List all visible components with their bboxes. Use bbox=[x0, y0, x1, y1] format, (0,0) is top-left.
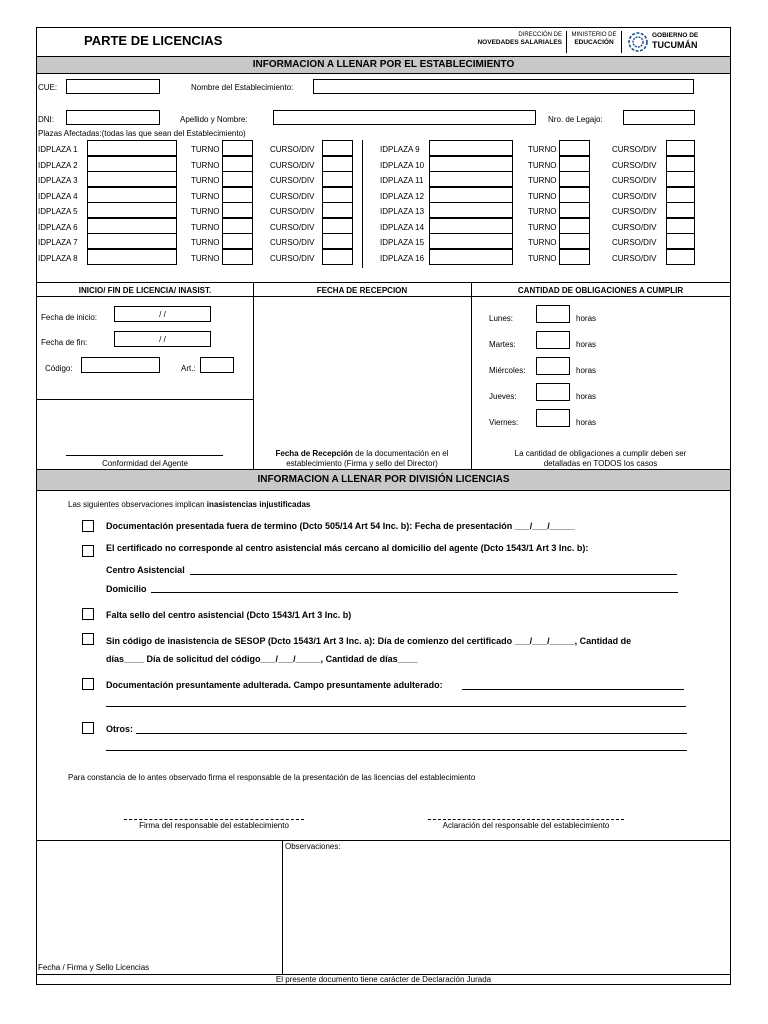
turno-label: TURNO bbox=[528, 223, 557, 232]
turno-field[interactable] bbox=[559, 140, 590, 156]
logo-gobierno bbox=[652, 31, 698, 50]
logo-gobierno-line2: TUCUMÁN bbox=[652, 40, 698, 50]
plaza-label-right: IDPLAZA 16 bbox=[380, 254, 425, 263]
logo-ministerio-line1: MINISTERIO DE bbox=[571, 32, 617, 38]
turno-label: TURNO bbox=[191, 254, 220, 263]
firma-responsable-label: Firma del responsable del establecimiento bbox=[139, 821, 289, 830]
turno-label: TURNO bbox=[528, 207, 557, 216]
plaza-label-left: IDPLAZA 8 bbox=[38, 254, 78, 263]
logo-ministerio-line2: EDUCACIÓN bbox=[574, 39, 614, 46]
turno-field[interactable] bbox=[559, 218, 590, 234]
curso-field[interactable] bbox=[666, 156, 695, 172]
turno-field[interactable] bbox=[559, 233, 590, 249]
turno-label: TURNO bbox=[528, 238, 557, 247]
turno-label: TURNO bbox=[191, 145, 220, 154]
curso-label: CURSO/DIV bbox=[270, 254, 315, 263]
plaza-label-right: IDPLAZA 9 bbox=[380, 145, 420, 154]
recepcion-note-bold: Fecha de Recepción bbox=[275, 449, 353, 458]
curso-field[interactable] bbox=[322, 140, 353, 156]
turno-label: TURNO bbox=[191, 207, 220, 216]
logo-divider-2 bbox=[621, 31, 622, 53]
curso-field[interactable] bbox=[322, 202, 353, 218]
turno-field[interactable] bbox=[222, 156, 253, 172]
horas-field[interactable] bbox=[536, 409, 570, 427]
horas-label: horas bbox=[576, 340, 597, 349]
curso-label: CURSO/DIV bbox=[270, 223, 315, 232]
section-establecimiento-header: INFORMACION A LLENAR POR EL ESTABLECIMIENTO bbox=[37, 56, 730, 74]
obs-falta-sello: Falta sello del centro asistencial (Dcto 1543/1 Art 3 Inc. b) bbox=[106, 610, 352, 620]
curso-field[interactable] bbox=[666, 187, 695, 203]
recepcion-note bbox=[253, 449, 471, 459]
plaza-id-field[interactable] bbox=[87, 171, 177, 187]
dia-label: Martes: bbox=[489, 340, 516, 349]
horas-field[interactable] bbox=[536, 357, 570, 375]
checkbox-otros[interactable] bbox=[82, 722, 94, 734]
dni-field[interactable] bbox=[66, 110, 160, 125]
curso-label: CURSO/DIV bbox=[612, 192, 657, 201]
plaza-id-field[interactable] bbox=[429, 140, 513, 156]
section2-col1-inner-line bbox=[37, 399, 253, 400]
plaza-id-field[interactable] bbox=[87, 249, 177, 265]
curso-label: CURSO/DIV bbox=[612, 254, 657, 263]
footer-divider bbox=[282, 840, 283, 974]
turno-field[interactable] bbox=[222, 202, 253, 218]
fecha-inicio-label: Fecha de inicio: bbox=[41, 313, 98, 322]
obs-sin-codigo-line1: Sin código de inasistencia de SESOP (Dcto 1543/1 Art 3 Inc. a): Día de comienzo del certificado ___/___/_____, Cantidad de bbox=[106, 636, 632, 646]
plaza-label-left: IDPLAZA 2 bbox=[38, 161, 78, 170]
curso-field[interactable] bbox=[322, 187, 353, 203]
turno-field[interactable] bbox=[222, 187, 253, 203]
plaza-label-right: IDPLAZA 15 bbox=[380, 238, 425, 247]
art-field[interactable] bbox=[200, 357, 234, 373]
plaza-label-left: IDPLAZA 3 bbox=[38, 176, 78, 185]
turno-label: TURNO bbox=[528, 161, 557, 170]
adulterada-line-1[interactable] bbox=[462, 689, 684, 690]
turno-field[interactable] bbox=[222, 218, 253, 234]
obs-otros: Otros: bbox=[106, 724, 133, 734]
fecha-fin-label: Fecha de fin: bbox=[41, 338, 88, 347]
fecha-inicio-field[interactable] bbox=[114, 306, 211, 322]
turno-field[interactable] bbox=[559, 202, 590, 218]
turno-label: TURNO bbox=[528, 145, 557, 154]
curso-label: CURSO/DIV bbox=[612, 238, 657, 247]
logo-direccion bbox=[468, 31, 562, 47]
curso-field[interactable] bbox=[322, 171, 353, 187]
curso-field[interactable] bbox=[666, 171, 695, 187]
centro-asistencial-label: Centro Asistencial bbox=[106, 565, 185, 575]
obs-centro-asistencial: El certificado no corresponde al centro asistencial más cercano al domicilio del agente (Dcto 1543/1 Art 3 Inc. b): bbox=[106, 543, 589, 553]
curso-field[interactable] bbox=[322, 218, 353, 234]
plaza-id-field[interactable] bbox=[87, 156, 177, 172]
curso-label: CURSO/DIV bbox=[270, 192, 315, 201]
plaza-id-field[interactable] bbox=[429, 187, 513, 203]
curso-field[interactable] bbox=[666, 140, 695, 156]
section-division-licencias-header: INFORMACION A LLENAR POR DIVISIÓN LICENCIAS bbox=[37, 469, 730, 491]
turno-label: TURNO bbox=[191, 223, 220, 232]
plazas-divider bbox=[362, 140, 363, 268]
plaza-id-field[interactable] bbox=[429, 233, 513, 249]
adulterada-line-2[interactable] bbox=[106, 706, 686, 707]
gobierno-logo-icon bbox=[627, 30, 649, 54]
obs-adulterada: Documentación presuntamente adulterada. Campo presuntamente adulterado: bbox=[106, 680, 443, 690]
horas-label: horas bbox=[576, 314, 597, 323]
curso-label: CURSO/DIV bbox=[270, 145, 315, 154]
curso-field[interactable] bbox=[666, 202, 695, 218]
checkbox-adulterada[interactable] bbox=[82, 678, 94, 690]
legajo-field[interactable] bbox=[623, 110, 695, 125]
curso-field[interactable] bbox=[322, 249, 353, 265]
col-inicio-fin-header: INICIO/ FIN DE LICENCIA/ INASIST. bbox=[78, 286, 212, 295]
curso-field[interactable] bbox=[666, 233, 695, 249]
plaza-label-right: IDPLAZA 13 bbox=[380, 207, 425, 216]
nombre-establecimiento-field[interactable] bbox=[313, 79, 694, 94]
curso-label: CURSO/DIV bbox=[612, 207, 657, 216]
footer-top-line bbox=[37, 840, 730, 841]
plaza-id-field[interactable] bbox=[87, 202, 177, 218]
horas-label: horas bbox=[576, 392, 597, 401]
curso-label: CURSO/DIV bbox=[270, 207, 315, 216]
legajo-label: Nro. de Legajo: bbox=[548, 115, 603, 124]
turno-label: TURNO bbox=[191, 192, 220, 201]
plaza-id-field[interactable] bbox=[429, 156, 513, 172]
curso-label: CURSO/DIV bbox=[612, 223, 657, 232]
col-obligaciones-header: CANTIDAD DE OBLIGACIONES A CUMPLIR bbox=[517, 286, 684, 295]
logo-direccion-line1: DIRECCIÓN DE bbox=[518, 32, 562, 38]
plaza-label-left: IDPLAZA 4 bbox=[38, 192, 78, 201]
plazas-afectadas-label: Plazas Afectadas:(todas las que sean del Establecimiento) bbox=[38, 129, 246, 138]
plaza-label-left: IDPLAZA 7 bbox=[38, 238, 78, 247]
checkbox-sin-codigo[interactable] bbox=[82, 633, 94, 645]
horas-label: horas bbox=[576, 366, 597, 375]
obs-sin-codigo-line2: días____ Día de solicitud del código___/___/_____, Cantidad de días____ bbox=[106, 654, 418, 664]
firma-responsable-line[interactable] bbox=[124, 819, 304, 820]
col-fecha-recepcion-header: FECHA DE RECEPCION bbox=[316, 286, 408, 295]
plaza-label-right: IDPLAZA 12 bbox=[380, 192, 425, 201]
art-label: Art.: bbox=[181, 364, 196, 373]
plaza-id-field[interactable] bbox=[87, 218, 177, 234]
turno-label: TURNO bbox=[528, 192, 557, 201]
turno-label: TURNO bbox=[191, 176, 220, 185]
fecha-fin-field[interactable] bbox=[114, 331, 211, 347]
turno-field[interactable] bbox=[559, 156, 590, 172]
fecha-firma-sello-label: Fecha / Firma y Sello Licencias bbox=[38, 963, 150, 972]
plaza-label-left: IDPLAZA 5 bbox=[38, 207, 78, 216]
section2-divider-2 bbox=[471, 282, 472, 469]
codigo-field[interactable] bbox=[81, 357, 160, 373]
turno-field[interactable] bbox=[222, 140, 253, 156]
curso-label: CURSO/DIV bbox=[612, 176, 657, 185]
plaza-label-left: IDPLAZA 1 bbox=[38, 145, 78, 154]
plaza-label-right: IDPLAZA 14 bbox=[380, 223, 425, 232]
constancia-text: Para constancia de lo antes observado firma el responsable de la presentación de las licencias del establecimiento bbox=[68, 773, 476, 782]
aclaracion-responsable-label: Aclaración del responsable del establecimiento bbox=[442, 821, 610, 830]
domicilio-line[interactable] bbox=[151, 592, 678, 593]
curso-field[interactable] bbox=[322, 156, 353, 172]
curso-label: CURSO/DIV bbox=[612, 161, 657, 170]
apellido-nombre-field[interactable] bbox=[273, 110, 536, 125]
horas-field[interactable] bbox=[536, 383, 570, 401]
curso-field[interactable] bbox=[322, 233, 353, 249]
curso-field[interactable] bbox=[666, 249, 695, 265]
checkbox-falta-sello[interactable] bbox=[82, 608, 94, 620]
plaza-label-right: IDPLAZA 11 bbox=[380, 176, 424, 185]
observaciones-label: Observaciones: bbox=[285, 842, 341, 851]
turno-field[interactable] bbox=[559, 171, 590, 187]
turno-label: TURNO bbox=[528, 254, 557, 263]
obligaciones-note-1: La cantidad de obligaciones a cumplir deben ser bbox=[514, 449, 687, 458]
turno-field[interactable] bbox=[559, 187, 590, 203]
turno-label: TURNO bbox=[191, 161, 220, 170]
cue-field[interactable] bbox=[66, 79, 160, 94]
plaza-id-field[interactable] bbox=[429, 218, 513, 234]
apellido-nombre-label: Apellido y Nombre: bbox=[180, 115, 248, 124]
form-title: PARTE DE LICENCIAS bbox=[84, 33, 223, 48]
plaza-id-field[interactable] bbox=[429, 171, 513, 187]
inasistencias-intro bbox=[68, 500, 310, 510]
logo-divider-1 bbox=[566, 31, 567, 53]
dia-label: Viernes: bbox=[489, 418, 519, 427]
plaza-id-field[interactable] bbox=[429, 202, 513, 218]
declaracion-jurada: El presente documento tiene carácter de Declaración Jurada bbox=[275, 975, 492, 984]
otros-line-2[interactable] bbox=[106, 750, 687, 751]
horas-label: horas bbox=[576, 418, 597, 427]
dia-label: Jueves: bbox=[489, 392, 517, 401]
curso-label: CURSO/DIV bbox=[270, 161, 315, 170]
conformidad-label: Conformidad del Agente bbox=[102, 459, 188, 468]
plaza-id-field[interactable] bbox=[87, 187, 177, 203]
conformidad-signature-line bbox=[66, 455, 223, 456]
nombre-establecimiento-label: Nombre del Establecimiento: bbox=[191, 83, 294, 92]
logo-direccion-line2: NOVEDADES SALARIALES bbox=[477, 39, 562, 46]
dia-label: Lunes: bbox=[489, 314, 514, 323]
horas-field[interactable] bbox=[536, 305, 570, 323]
dni-label: DNI: bbox=[38, 115, 54, 124]
cue-label: CUE: bbox=[38, 83, 58, 92]
checkbox-centro-asistencial[interactable] bbox=[82, 545, 94, 557]
intro-prefix: Las siguientes observaciones implican bbox=[68, 500, 207, 509]
otros-line-1[interactable] bbox=[136, 733, 687, 734]
plaza-id-field[interactable] bbox=[429, 249, 513, 265]
plaza-label-left: IDPLAZA 6 bbox=[38, 223, 78, 232]
plaza-label-right: IDPLAZA 10 bbox=[380, 161, 425, 170]
curso-field[interactable] bbox=[666, 218, 695, 234]
checkbox-fuera-termino[interactable] bbox=[82, 520, 94, 532]
section2-divider-1 bbox=[253, 282, 254, 469]
dia-label: Miércoles: bbox=[489, 366, 526, 375]
obs-fuera-termino: Documentación presentada fuera de termino (Dcto 505/14 Art 54 Inc. b): Fecha de presentación ___/___/_____ bbox=[106, 521, 575, 531]
curso-label: CURSO/DIV bbox=[270, 238, 315, 247]
turno-field[interactable] bbox=[222, 249, 253, 265]
centro-asistencial-line[interactable] bbox=[190, 574, 677, 575]
turno-field[interactable] bbox=[559, 249, 590, 265]
plaza-id-field[interactable] bbox=[87, 233, 177, 249]
plaza-id-field[interactable] bbox=[87, 140, 177, 156]
recepcion-note-rest: de la documentación en el bbox=[352, 449, 449, 458]
curso-label: CURSO/DIV bbox=[270, 176, 315, 185]
turno-field[interactable] bbox=[222, 233, 253, 249]
turno-field[interactable] bbox=[222, 171, 253, 187]
logo-ministerio bbox=[570, 31, 618, 47]
codigo-label: Código: bbox=[45, 364, 73, 373]
fecha-fin-placeholder: / / bbox=[159, 335, 166, 344]
turno-label: TURNO bbox=[191, 238, 220, 247]
section2-header-line bbox=[37, 296, 730, 297]
obligaciones-note-2: detalladas en TODOS los casos bbox=[543, 459, 658, 468]
section2-top-line bbox=[37, 282, 730, 283]
intro-bold: inasistencias injustificadas bbox=[206, 500, 311, 509]
recepcion-note-line2: establecimiento (Firma y sello del Director) bbox=[286, 459, 438, 468]
aclaracion-responsable-line[interactable] bbox=[428, 819, 624, 820]
domicilio-label: Domicilio bbox=[106, 584, 147, 594]
curso-label: CURSO/DIV bbox=[612, 145, 657, 154]
turno-label: TURNO bbox=[528, 176, 557, 185]
horas-field[interactable] bbox=[536, 331, 570, 349]
fecha-inicio-placeholder: / / bbox=[159, 310, 166, 319]
logo-gobierno-line1: GOBIERNO DE bbox=[652, 32, 699, 39]
